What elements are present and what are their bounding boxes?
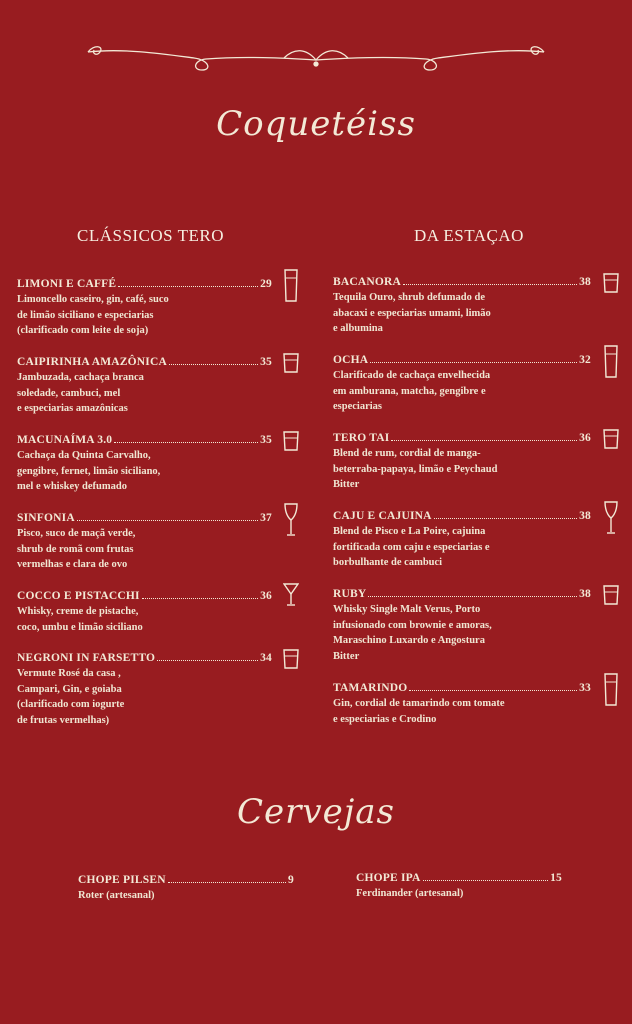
dotted-leader — [157, 659, 258, 661]
dotted-leader — [434, 517, 577, 519]
dotted-leader — [77, 519, 258, 521]
menu-item-description: Pisco, suco de maçã verde, shrub de romã com frutas vermelhas e clara de ovo — [17, 528, 136, 570]
wine-glass-icon — [283, 502, 299, 538]
menu-item-header — [17, 278, 272, 290]
menu-item-description: Blend de rum, cordial de manga- beterraba-papaya, limão e Peychaud Bitter — [333, 448, 498, 490]
menu-item-price: 29 — [260, 278, 272, 290]
menu-item-header — [17, 652, 272, 664]
beer-name: CHOPE IPA — [356, 872, 421, 884]
beer-item — [356, 872, 562, 902]
beer-item-header — [78, 874, 294, 886]
beers-section-title: Cervejas — [237, 792, 395, 832]
rocks-glass-icon — [283, 346, 299, 382]
menu-item-header — [333, 354, 591, 366]
menu-item-price: 36 — [579, 432, 591, 444]
beer-price: 9 — [288, 874, 294, 886]
rocks-glass-icon — [283, 424, 299, 460]
rocks-glass-icon — [603, 578, 619, 614]
menu-item-name: OCHA — [333, 354, 369, 366]
menu-item-price: 38 — [579, 588, 591, 600]
martini-glass-icon — [283, 580, 299, 616]
beer-item — [78, 874, 294, 904]
rocks-glass-icon — [603, 266, 619, 302]
menu-item-name: COCCO E PISTACCHI — [17, 590, 140, 602]
dotted-leader — [403, 283, 577, 285]
menu-item-name: TAMARINDO — [333, 682, 408, 694]
dotted-leader — [168, 881, 286, 883]
menu-item-name: CAJU E CAJUINA — [333, 510, 432, 522]
menu-item-price: 34 — [260, 652, 272, 664]
menu-item-description: Cachaça da Quinta Carvalho, gengibre, fernet, limão siciliano, mel e whiskey defumado — [17, 450, 161, 492]
dotted-leader — [370, 361, 577, 363]
menu-item-name: BACANORA — [333, 276, 402, 288]
menu-item — [333, 588, 591, 664]
menu-item — [17, 278, 272, 339]
menu-item-header — [333, 276, 591, 288]
menu-item-price: 37 — [260, 512, 272, 524]
menu-item-description: Limoncello caseiro, gin, café, suco de limão siciliano e especiarias (clarificado com leite de soja) — [17, 294, 169, 336]
menu-item-description: Whisky, creme de pistache, coco, umbu e limão siciliano — [17, 606, 143, 633]
menu-item-description: Tequila Ouro, shrub defumado de abacaxi e especiarias umami, limão e albumina — [333, 292, 491, 334]
menu-item — [17, 652, 272, 728]
classicos-heading: CLÁSSICOS TERO — [77, 226, 224, 245]
menu-item-description: Whisky Single Malt Verus, Porto infusionado com brownie e amoras, Maraschino Luxardo e Angostura Bitter — [333, 604, 492, 662]
menu-item — [333, 682, 591, 727]
menu-item-name: NEGRONI IN FARSETTO — [17, 652, 156, 664]
menu-item-name: SINFONIA — [17, 512, 75, 524]
dotted-leader — [118, 285, 258, 287]
menu-item-name: LIMONI E CAFFÉ — [17, 278, 117, 290]
menu-item-header — [17, 356, 272, 368]
menu-item-description: Blend de Pisco e La Poire, cajuina fortificada com caju e especiarias e borbulhante de cambuci — [333, 526, 490, 568]
menu-item-header — [17, 590, 272, 602]
dotted-leader — [409, 689, 577, 691]
menu-item-name: MACUNAÍMA 3.0 — [17, 434, 113, 446]
menu-item — [333, 354, 591, 415]
menu-item — [17, 512, 272, 573]
beer-description: Roter (artesanal) — [78, 890, 155, 901]
menu-item-price: 35 — [260, 356, 272, 368]
dotted-leader — [423, 879, 549, 881]
dotted-leader — [142, 597, 258, 599]
rocks-glass-icon — [603, 422, 619, 458]
menu-item-description: Gin, cordial de tamarindo com tomate e especiarias e Crodino — [333, 698, 505, 725]
menu-item-header — [333, 588, 591, 600]
menu-item — [17, 356, 272, 417]
menu-item-header — [333, 432, 591, 444]
menu-item-price: 32 — [579, 354, 591, 366]
dotted-leader — [114, 441, 258, 443]
menu-item-description: Vermute Rosé da casa , Campari, Gin, e goiaba (clarificado com iogurte de frutas vermelhas) — [17, 668, 125, 726]
estacao-heading: DA ESTAÇAO — [414, 226, 524, 245]
wine-glass-icon — [603, 500, 619, 536]
menu-item-header — [17, 512, 272, 524]
menu-item — [333, 510, 591, 571]
menu-item-description: Jambuzada, cachaça branca soledade, cambuci, mel e especiarias amazônicas — [17, 372, 144, 414]
menu-item-name: CAIPIRINHA AMAZÔNICA — [17, 356, 167, 368]
menu-item — [17, 590, 272, 635]
menu-item-name: TERO TAI — [333, 432, 390, 444]
menu-item-header — [333, 510, 591, 522]
highball-icon — [603, 672, 619, 708]
beer-item-header — [356, 872, 562, 884]
ornament-flourish — [84, 40, 548, 80]
highball-icon — [603, 344, 619, 380]
menu-item-price: 38 — [579, 276, 591, 288]
menu-item-header — [333, 682, 591, 694]
dotted-leader — [169, 363, 258, 365]
rocks-glass-icon — [283, 642, 299, 678]
menu-item-price: 38 — [579, 510, 591, 522]
menu-item-price: 35 — [260, 434, 272, 446]
menu-item-header — [17, 434, 272, 446]
menu-item — [333, 432, 591, 493]
menu-item-name: RUBY — [333, 588, 367, 600]
menu-item — [333, 276, 591, 337]
cocktails-section-title: Coquetéiss — [216, 104, 416, 144]
beer-name: CHOPE PILSEN — [78, 874, 166, 886]
menu-item — [17, 434, 272, 495]
menu-item-description: Clarificado de cachaça envelhecida em amburana, matcha, gengibre e especiarias — [333, 370, 491, 412]
highball-icon — [283, 268, 299, 304]
beer-description: Ferdinander (artesanal) — [356, 888, 464, 899]
menu-item-price: 33 — [579, 682, 591, 694]
beer-price: 15 — [550, 872, 562, 884]
dotted-leader — [368, 595, 577, 597]
menu-item-price: 36 — [260, 590, 272, 602]
dotted-leader — [391, 439, 577, 441]
